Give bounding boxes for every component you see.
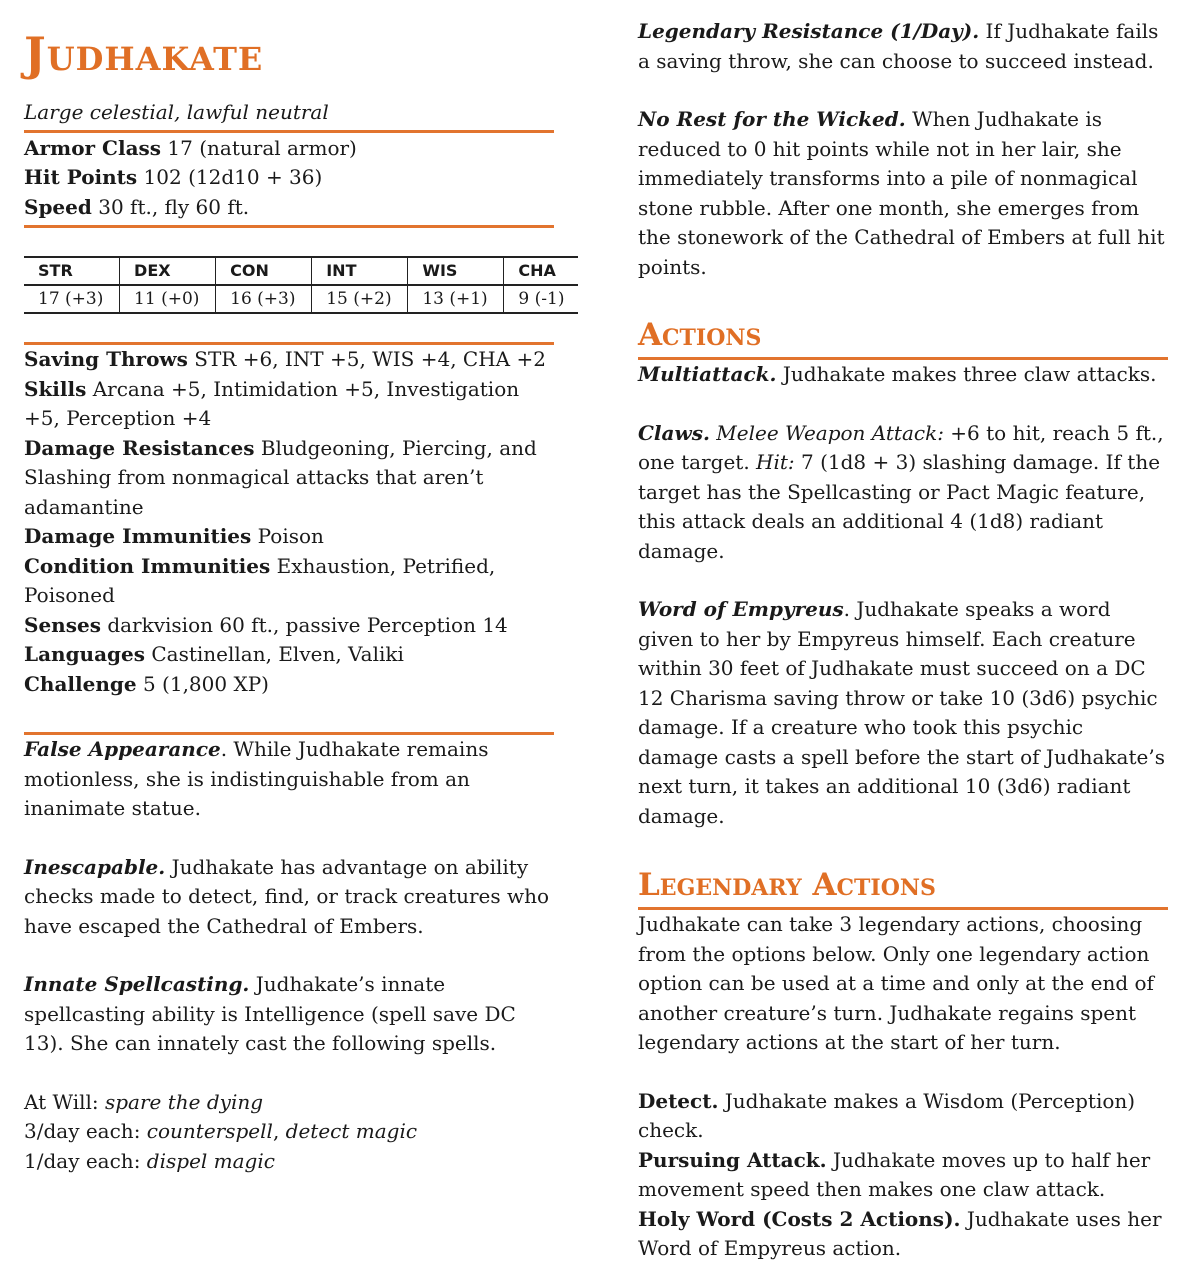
legendary-actions	[638, 910, 1168, 1264]
spell-at-will: At Will: spare the dying	[24, 1089, 264, 1114]
ability-value: 17 (+3)	[24, 285, 120, 313]
spell-one-per-day: 1/day each: dispel magic	[24, 1148, 275, 1173]
damage-resistances: Damage Resistances Bludgeoning, Piercing, and Slashing from nonmagical attacks that aren’t adamantine	[24, 435, 537, 519]
senses: Senses darkvision 60 ft., passive Perception 14	[24, 612, 508, 637]
core-stats	[24, 134, 554, 223]
saving-throws: Saving Throws STR +6, INT +5, WIS +4, CHA +2	[24, 347, 546, 371]
armor-class: Armor Class 17 (natural armor)	[24, 135, 357, 160]
hit-points: Hit Points 102 (12d10 + 36)	[24, 165, 323, 189]
left-column	[24, 0, 565, 1176]
skills: Skills Arcana +5, Intimidation +5, Investigation +5, Perception +4	[24, 376, 520, 430]
damage-immunities: Damage Immunities Poison	[24, 524, 324, 548]
ability-value-row	[24, 285, 578, 313]
ability-header: STR	[24, 257, 120, 285]
legendary-detect: Detect. Judhakate makes a Wisdom (Perception) check.	[638, 1088, 1136, 1142]
legendary-actions-heading: Legendary Actions	[638, 867, 936, 903]
spell-three-per-day: 3/day each: counterspell, detect magic	[24, 1119, 418, 1143]
languages: Languages Castinellan, Elven, Valiki	[24, 642, 404, 666]
legendary-pursuing-attack: Pursuing Attack. Judhakate moves up to half her movement speed then makes one claw attack.	[638, 1147, 1151, 1201]
ability-value: 11 (+0)	[120, 285, 216, 313]
trait-innate-spellcasting: Innate Spellcasting. Judhakate’s innate spellcasting ability is Intelligence (spell save DC 13). She can innately cast the following spells.	[24, 972, 516, 1055]
ability-header: CON	[216, 257, 312, 285]
trait-no-rest: No Rest for the Wicked. When Judhakate is reduced to 0 hit points while not in her lair, she immediately transforms into a pile of nonmagical stone rubble. After one month, she emerges from the stonework of the Cathedral of Embers at full hit points.	[638, 107, 1165, 279]
trait-false-appearance: False Appearance. While Judhakate remains motionless, she is indistinguishable from an inanimate statue.	[24, 737, 489, 820]
legendary-holy-word: Holy Word (Costs 2 Actions). Judhakate uses her Word of Empyreus action.	[638, 1206, 1162, 1260]
divider	[24, 225, 554, 228]
ability-header: INT	[312, 257, 408, 285]
actions	[638, 360, 1168, 831]
trait-inescapable: Inescapable. Judhakate has advantage on ability checks made to detect, find, or track creatures who have escaped the Cathedral of Embers.	[24, 854, 550, 938]
ability-value: 9 (-1)	[504, 285, 578, 313]
legendary-intro: Judhakate can take 3 legendary actions, choosing from the options below. Only one legendary action option can be used at a time and only at the end of another creature’s turn. Judhakate regains spent legendary actions at the start of her turn.	[638, 912, 1154, 1054]
ability-header: DEX	[120, 257, 216, 285]
condition-immunities: Condition Immunities Exhaustion, Petrified, Poisoned	[24, 553, 496, 607]
creature-type: Large celestial, lawful neutral	[24, 100, 329, 124]
ability-value: 16 (+3)	[216, 285, 312, 313]
secondary-stats	[24, 345, 554, 699]
ability-header: WIS	[408, 257, 504, 285]
traits-continued	[638, 17, 1168, 282]
challenge: Challenge 5 (1,800 XP)	[24, 671, 269, 696]
divider	[24, 130, 554, 133]
actions-heading: Actions	[638, 317, 762, 353]
action-word-of-empyreus: Word of Empyreus. Judhakate speaks a word given to her by Empyreus himself. Each creature within 30 feet of Judhakate must succeed on a DC 12 Charisma saving throw or take 10 (3d6) psychic damage. If a creature who took this psychic damage casts a spell before the start of Judhakate’s next turn, it takes an additional 10 (3d6) radiant damage.	[638, 597, 1165, 828]
traits	[24, 735, 554, 1176]
right-column	[638, 17, 1168, 1264]
ability-value: 15 (+2)	[312, 285, 408, 313]
creature-name: Judhakate	[24, 27, 264, 81]
action-multiattack: Multiattack. Judhakate makes three claw attacks.	[638, 362, 1157, 386]
ability-header-row	[24, 257, 578, 285]
ability-scores-table	[24, 256, 578, 314]
action-claws: Claws. Melee Weapon Attack: +6 to hit, reach 5 ft., one target. Hit: 7 (1d8 + 3) slashing damage. If the target has the Spellcasting or Pact Magic feature, this attack deals an additional 4 (1d8) radiant damage.	[638, 420, 1164, 563]
speed: Speed 30 ft., fly 60 ft.	[24, 194, 250, 219]
ability-value: 13 (+1)	[408, 285, 504, 313]
ability-header: CHA	[504, 257, 578, 285]
trait-legendary-resistance: Legendary Resistance (1/Day). If Judhakate fails a saving throw, she can choose to succeed instead.	[638, 19, 1159, 73]
